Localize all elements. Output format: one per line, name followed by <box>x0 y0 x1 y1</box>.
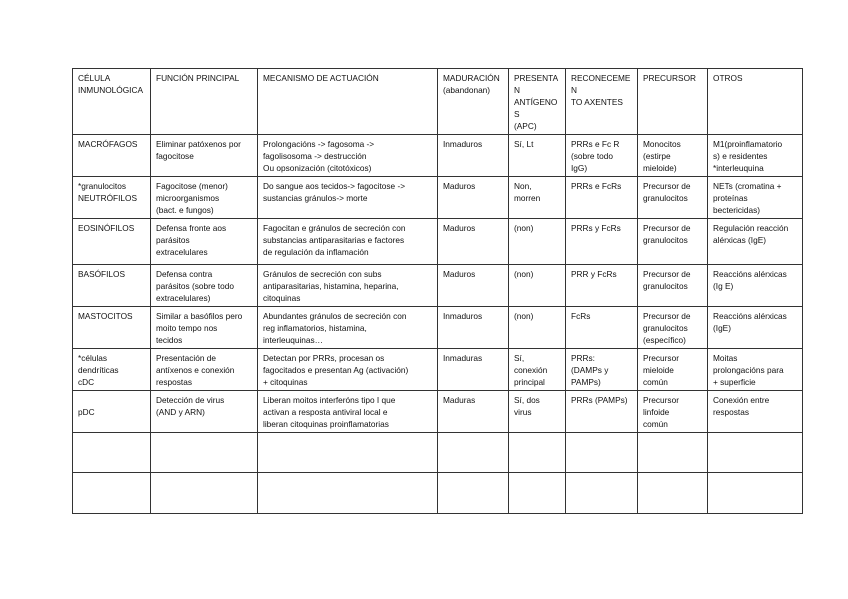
cell-type-cell <box>73 219 151 265</box>
cell-text-line: PRRs (PAMPs) <box>571 395 628 405</box>
main-function-cell <box>151 265 258 307</box>
table-row <box>73 177 803 219</box>
cell-text-line: granulocitos <box>643 323 688 333</box>
cell-text-line <box>643 436 703 448</box>
cell-text-line: PRRs y FcRs <box>571 223 621 233</box>
cell-text-line: Maduros <box>443 223 476 233</box>
cell-text-line: prolongacións para <box>713 365 784 375</box>
cell-text-line: (non) <box>514 311 534 321</box>
others-cell <box>708 219 803 265</box>
header-text-line: (APC) <box>514 121 537 131</box>
cell-text-line: antíxenos e conexión <box>156 365 235 375</box>
cell-text-line <box>263 436 433 448</box>
cell-text-line: virus <box>514 407 532 417</box>
antigen-presentation-cell <box>509 473 566 514</box>
cell-type-cell <box>73 391 151 433</box>
others-cell <box>708 177 803 219</box>
cell-text-line: Defensa contra <box>156 269 213 279</box>
agent-recognition-cell <box>566 219 638 265</box>
mechanism-cell <box>258 265 438 307</box>
header-text-line: RECONECEMEN <box>571 73 631 95</box>
antigen-presentation-cell <box>509 349 566 391</box>
header-text-line: ANTÍGENOS <box>514 97 558 119</box>
others-cell <box>708 135 803 177</box>
cell-text-line: moito tempo nos <box>156 323 218 333</box>
cell-text-line: (bact. e fungos) <box>156 205 214 215</box>
cell-text-line: (IgE) <box>713 323 731 333</box>
agent-recognition-cell <box>566 265 638 307</box>
mechanism-cell <box>258 307 438 349</box>
cell-text-line <box>156 436 253 448</box>
cell-text-line: Precursor de <box>643 223 691 233</box>
cell-text-line: (non) <box>514 223 534 233</box>
header-others <box>708 69 803 135</box>
cell-text-line: parásitos <box>156 235 190 245</box>
cell-text-line: IgG) <box>571 163 588 173</box>
others-cell <box>708 307 803 349</box>
main-function-cell <box>151 433 258 473</box>
main-function-cell <box>151 473 258 514</box>
cell-text-line: PRRs e FcRs <box>571 181 622 191</box>
header-text-line: PRECURSOR <box>643 73 697 83</box>
cell-text-line: FcRs <box>571 311 591 321</box>
cell-text-line: (sobre todo <box>571 151 613 161</box>
table-row <box>73 307 803 349</box>
table-row <box>73 391 803 433</box>
header-maturation <box>438 69 509 135</box>
cell-text-line <box>443 476 504 488</box>
cell-text-line: Sí, dos <box>514 395 540 405</box>
table-row <box>73 349 803 391</box>
cell-text-line <box>78 394 146 406</box>
header-main-function <box>151 69 258 135</box>
precursor-cell <box>638 391 708 433</box>
cell-text-line: microorganismos <box>156 193 220 203</box>
maturation-cell <box>438 177 509 219</box>
precursor-cell <box>638 307 708 349</box>
header-cell-type <box>73 69 151 135</box>
cell-text-line: MACRÓFAGOS <box>78 139 138 149</box>
main-function-cell <box>151 307 258 349</box>
agent-recognition-cell <box>566 349 638 391</box>
mechanism-cell <box>258 219 438 265</box>
antigen-presentation-cell <box>509 177 566 219</box>
agent-recognition-cell <box>566 391 638 433</box>
cell-text-line: Non, <box>514 181 532 191</box>
table-body <box>73 135 803 514</box>
cell-text-line: Sí, <box>514 353 525 363</box>
cell-text-line: respostas <box>156 377 192 387</box>
cell-text-line: Defensa fronte aos <box>156 223 227 233</box>
cell-text-line: común <box>643 377 668 387</box>
cell-text-line: pDC <box>78 407 95 417</box>
cell-text-line: interleuquinas… <box>263 335 323 345</box>
cell-text-line: PRRs: <box>571 353 595 363</box>
cell-text-line: parásitos (sobre todo <box>156 281 234 291</box>
cell-text-line: Eliminar patóxenos por <box>156 139 241 149</box>
cell-type-cell <box>73 135 151 177</box>
maturation-cell <box>438 265 509 307</box>
cell-text-line: morren <box>514 193 541 203</box>
cell-text-line: BASÓFILOS <box>78 269 126 279</box>
maturation-cell <box>438 307 509 349</box>
cell-text-line <box>78 436 146 448</box>
cell-text-line: proteínas <box>713 193 748 203</box>
cell-text-line: granulocitos <box>643 193 688 203</box>
precursor-cell <box>638 265 708 307</box>
header-text-line: TO AXENTES <box>571 97 623 107</box>
table-row <box>73 433 803 473</box>
cell-text-line: Liberan moitos interferóns tipo I que <box>263 395 396 405</box>
cell-text-line: reg inflamatorios, histamina, <box>263 323 367 333</box>
cell-text-line: respostas <box>713 407 749 417</box>
header-antigen-presentation <box>509 69 566 135</box>
precursor-cell <box>638 135 708 177</box>
cell-text-line <box>514 436 561 448</box>
header-text-line: INMUNOLÓGICA <box>78 85 143 95</box>
cell-text-line: *granulocitos <box>78 181 126 191</box>
cell-text-line: (non) <box>514 269 534 279</box>
table-row <box>73 135 803 177</box>
antigen-presentation-cell <box>509 433 566 473</box>
antigen-presentation-cell <box>509 391 566 433</box>
header-agent-recognition <box>566 69 638 135</box>
cell-text-line: Presentación de <box>156 353 216 363</box>
cell-text-line: activan a resposta antiviral local e <box>263 407 388 417</box>
cell-text-line: Inmaduros <box>443 311 483 321</box>
cell-text-line: Detección de virus <box>156 395 225 405</box>
mechanism-cell <box>258 177 438 219</box>
maturation-cell <box>438 135 509 177</box>
others-cell <box>708 391 803 433</box>
cell-text-line: (estirpe <box>643 151 671 161</box>
header-text-line: MADURACIÓN <box>443 73 500 83</box>
others-cell <box>708 473 803 514</box>
cell-type-cell <box>73 349 151 391</box>
main-function-cell <box>151 219 258 265</box>
cell-text-line: liberan citoquinas proinflamatorias <box>263 419 389 429</box>
main-function-cell <box>151 349 258 391</box>
cell-text-line: fagocitados e presentan Ag (activación) <box>263 365 409 375</box>
header-text-line: (abandonan) <box>443 85 491 95</box>
cell-text-line <box>263 476 433 488</box>
maturation-cell <box>438 219 509 265</box>
cell-text-line: sustancias gránulos-> morte <box>263 193 368 203</box>
cell-text-line: MASTOCITOS <box>78 311 133 321</box>
others-cell <box>708 265 803 307</box>
table-row <box>73 265 803 307</box>
cell-text-line: Maduros <box>443 181 476 191</box>
cell-text-line: mieloide <box>643 365 674 375</box>
cell-text-line: PRRs e Fc R <box>571 139 620 149</box>
main-function-cell <box>151 177 258 219</box>
cell-text-line: fagocitose <box>156 151 194 161</box>
mechanism-cell <box>258 433 438 473</box>
cell-text-line: EOSINÓFILOS <box>78 223 135 233</box>
agent-recognition-cell <box>566 473 638 514</box>
cell-text-line: *interleuquina <box>713 163 764 173</box>
cell-text-line: antiparasitarias, histamina, heparina, <box>263 281 399 291</box>
cell-text-line: linfoide <box>643 407 670 417</box>
cell-text-line: Ou opsonización (citotóxicos) <box>263 163 372 173</box>
cell-text-line: principal <box>514 377 545 387</box>
cell-text-line: (específico) <box>643 335 686 345</box>
cell-text-line: bectericidas) <box>713 205 761 215</box>
cell-text-line: alérxicas (IgE) <box>713 235 767 245</box>
cell-text-line: Precursor <box>643 353 679 363</box>
antigen-presentation-cell <box>509 307 566 349</box>
cell-text-line <box>156 476 253 488</box>
cell-text-line: Inmaduros <box>443 139 483 149</box>
cell-text-line: Gránulos de secreción con subs <box>263 269 382 279</box>
mechanism-cell <box>258 349 438 391</box>
main-function-cell <box>151 391 258 433</box>
cell-text-line: Detectan por PRRs, procesan os <box>263 353 385 363</box>
cell-text-line: Reaccións alérxicas <box>713 269 787 279</box>
cell-text-line: (DAMPs y <box>571 365 609 375</box>
cell-text-line: Conexión entre <box>713 395 770 405</box>
cell-text-line: + superficie <box>713 377 756 387</box>
header-text-line: FUNCIÓN PRINCIPAL <box>156 73 240 83</box>
cell-text-line: extracelulares) <box>156 293 211 303</box>
cell-text-line: PRR y FcRs <box>571 269 617 279</box>
table-row <box>73 473 803 514</box>
precursor-cell <box>638 473 708 514</box>
mechanism-cell <box>258 391 438 433</box>
header-text-line: MECANISMO DE ACTUACIÓN <box>263 73 379 83</box>
maturation-cell <box>438 349 509 391</box>
main-function-cell <box>151 135 258 177</box>
antigen-presentation-cell <box>509 219 566 265</box>
immune-cells-table <box>72 68 803 514</box>
others-cell <box>708 349 803 391</box>
cell-text-line: Do sangue aos tecidos-> fagocitose -> <box>263 181 406 191</box>
cell-text-line: Fagocitose (menor) <box>156 181 228 191</box>
others-cell <box>708 433 803 473</box>
cell-text-line: Regulación reacción <box>713 223 789 233</box>
cell-text-line: común <box>643 419 668 429</box>
cell-text-line <box>643 476 703 488</box>
cell-text-line: (Ig E) <box>713 281 734 291</box>
cell-text-line: s) e residentes <box>713 151 768 161</box>
maturation-cell <box>438 473 509 514</box>
mechanism-cell <box>258 473 438 514</box>
cell-type-cell <box>73 473 151 514</box>
cell-text-line: conexión <box>514 365 548 375</box>
cell-text-line: Monocitos <box>643 139 681 149</box>
header-text-line: CÉLULA <box>78 73 111 83</box>
cell-text-line: de regulación da inflamación <box>263 247 369 257</box>
header-precursor <box>638 69 708 135</box>
cell-text-line <box>713 476 798 488</box>
header-text-line: PRESENTAN <box>514 73 559 95</box>
cell-text-line: cDC <box>78 377 95 387</box>
cell-text-line: extracelulares <box>156 247 208 257</box>
cell-text-line: Inmaduras <box>443 353 483 363</box>
cell-text-line: granulocitos <box>643 235 688 245</box>
agent-recognition-cell <box>566 135 638 177</box>
header-mechanism <box>258 69 438 135</box>
cell-text-line: (AND y ARN) <box>156 407 205 417</box>
cell-text-line: mieloide) <box>643 163 677 173</box>
cell-type-cell <box>73 307 151 349</box>
precursor-cell <box>638 433 708 473</box>
cell-text-line: Reaccións alérxicas <box>713 311 787 321</box>
cell-text-line: citoquinas <box>263 293 301 303</box>
table-row <box>73 219 803 265</box>
agent-recognition-cell <box>566 433 638 473</box>
cell-text-line: NETs (cromatina + <box>713 181 782 191</box>
cell-text-line: Maduras <box>443 395 476 405</box>
cell-text-line <box>514 476 561 488</box>
cell-text-line <box>571 476 633 488</box>
cell-text-line: Maduros <box>443 269 476 279</box>
cell-text-line <box>443 436 504 448</box>
maturation-cell <box>438 391 509 433</box>
precursor-cell <box>638 219 708 265</box>
cell-text-line: Precursor de <box>643 311 691 321</box>
mechanism-cell <box>258 135 438 177</box>
cell-text-line: Fagocitan e gránulos de secreción con <box>263 223 406 233</box>
cell-text-line: + citoquinas <box>263 377 308 387</box>
cell-text-line: M1(proinflamatorio <box>713 139 783 149</box>
agent-recognition-cell <box>566 177 638 219</box>
cell-text-line: Similar a basófilos pero <box>156 311 243 321</box>
cell-text-line: *células <box>78 353 108 363</box>
cell-text-line: substancias antiparasitarias e factores <box>263 235 405 245</box>
cell-text-line <box>571 436 633 448</box>
maturation-cell <box>438 433 509 473</box>
table-header-row <box>73 69 803 135</box>
cell-text-line <box>713 436 798 448</box>
cell-text-line: PAMPs) <box>571 377 601 387</box>
cell-type-cell <box>73 177 151 219</box>
precursor-cell <box>638 349 708 391</box>
antigen-presentation-cell <box>509 135 566 177</box>
cell-text-line: granulocitos <box>643 281 688 291</box>
cell-text-line <box>78 476 146 488</box>
cell-type-cell <box>73 433 151 473</box>
cell-text-line: tecidos <box>156 335 183 345</box>
cell-text-line: Sí, Lt <box>514 139 534 149</box>
precursor-cell <box>638 177 708 219</box>
cell-text-line: dendríticas <box>78 365 119 375</box>
cell-text-line: Abundantes gránulos de secreción con <box>263 311 407 321</box>
cell-text-line: Precursor de <box>643 181 691 191</box>
agent-recognition-cell <box>566 307 638 349</box>
cell-type-cell <box>73 265 151 307</box>
antigen-presentation-cell <box>509 265 566 307</box>
cell-text-line: NEUTRÓFILOS <box>78 193 138 203</box>
cell-text-line: Moitas <box>713 353 738 363</box>
cell-text-line: fagolisosoma -> destrucción <box>263 151 367 161</box>
cell-text-line: Precursor de <box>643 269 691 279</box>
cell-text-line: Prolongacións -> fagosoma -> <box>263 139 375 149</box>
cell-text-line: Precursor <box>643 395 679 405</box>
header-text-line: OTROS <box>713 73 743 83</box>
